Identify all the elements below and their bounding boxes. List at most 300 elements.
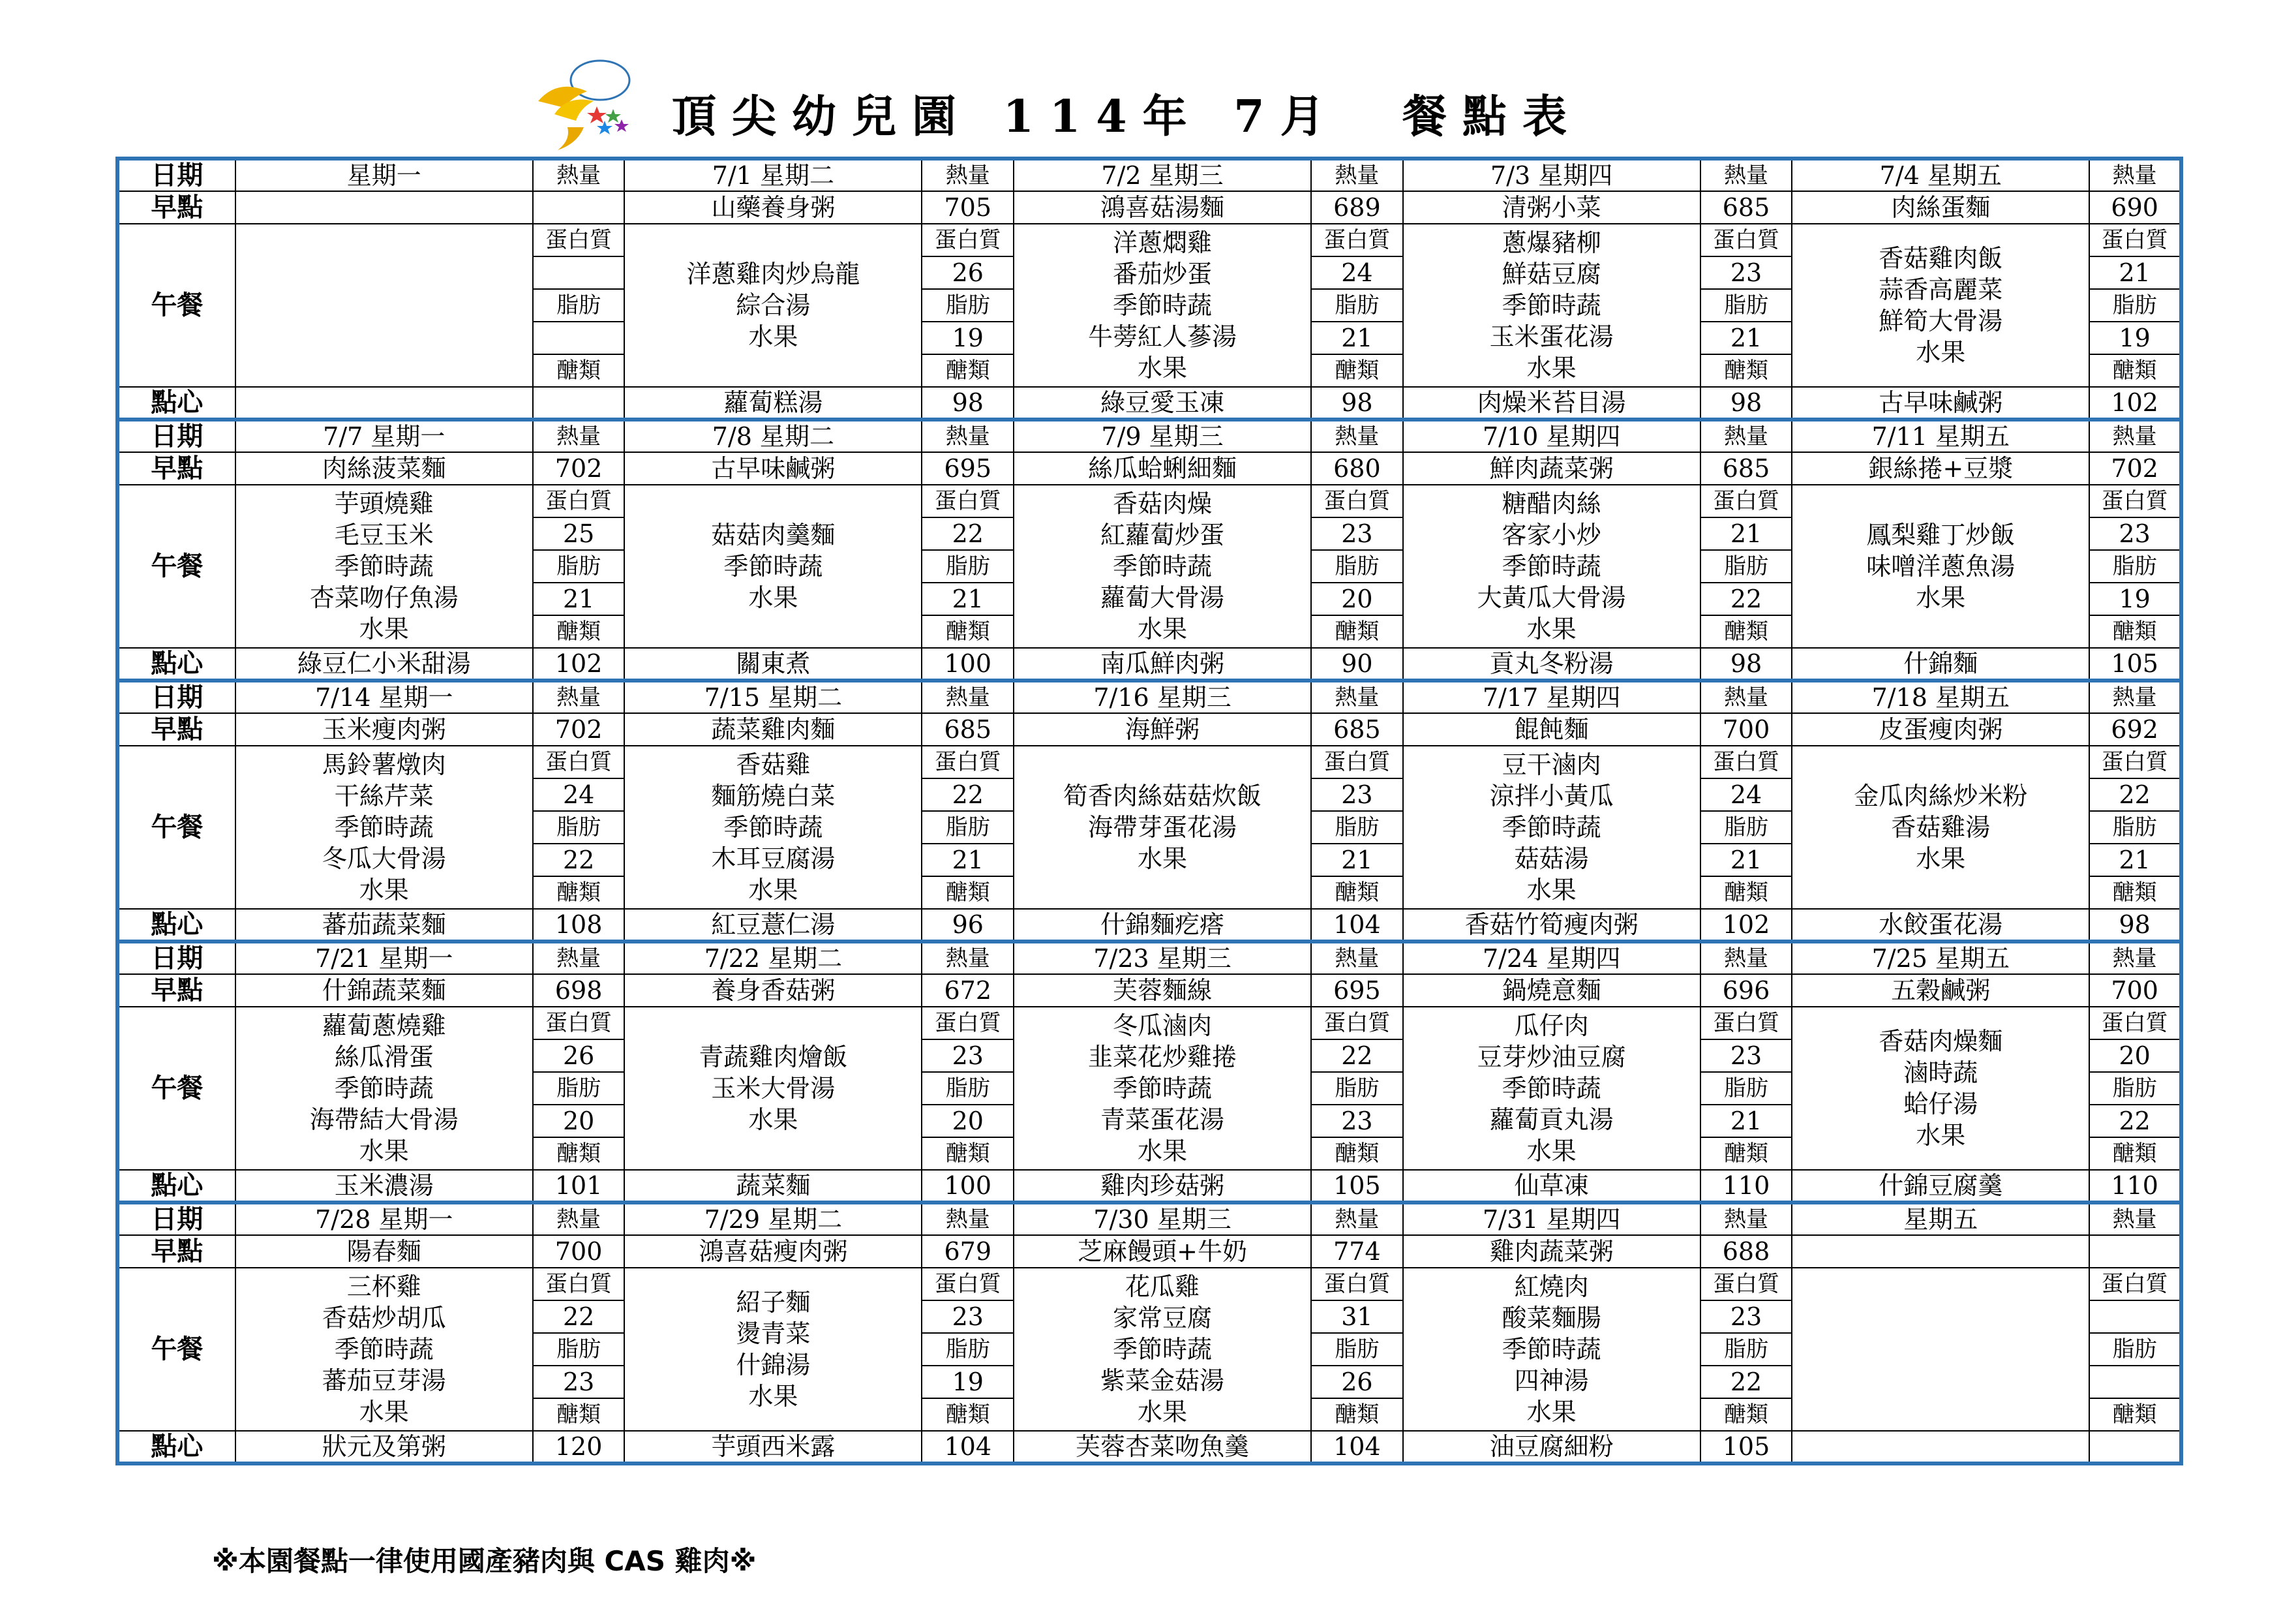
snack-calories: 96: [922, 909, 1014, 942]
breakfast-item: 鴻喜菇瘦肉粥: [624, 1235, 922, 1268]
lunch-items: [1403, 224, 1700, 387]
fat-value: 21: [1700, 322, 1792, 354]
breakfast-item: [235, 191, 533, 224]
lunch-item: 紹子麵: [736, 1288, 811, 1317]
lunch-item: 洋蔥燜雞: [1113, 228, 1213, 257]
lunch-item: 絲瓜滑蛋: [334, 1043, 434, 1071]
fat-label: 脂肪: [2089, 1072, 2181, 1105]
snack-calories: 98: [922, 387, 1014, 420]
fat-value: 22: [1700, 583, 1792, 615]
carbs-label: 醣類: [2089, 615, 2181, 648]
protein-label: 蛋白質: [1311, 224, 1403, 256]
day-date: 星期五: [1792, 1203, 2089, 1235]
lunch-item: 紫菜金菇湯: [1100, 1366, 1225, 1395]
snack-calories: 98: [1311, 387, 1403, 420]
day-date: 7/15 星期二: [624, 681, 922, 713]
calories-header: 熱量: [922, 420, 1014, 452]
breakfast-item: 古早味鹹粥: [624, 452, 922, 485]
protein-label: 蛋白質: [1311, 485, 1403, 517]
protein-label: 蛋白質: [922, 1007, 1014, 1039]
fat-value: 21: [1311, 844, 1403, 876]
lunch-item: 水果: [359, 876, 409, 904]
carbs-label: 醣類: [2089, 354, 2181, 387]
breakfast-item: 玉米瘦肉粥: [235, 713, 533, 746]
lunch-items: [1792, 746, 2089, 909]
fat-value: 19: [922, 1366, 1014, 1398]
lunch-item: 香菇肉燥麵: [1879, 1027, 2003, 1056]
calories-header: 熱量: [922, 681, 1014, 713]
fat-value: 22: [1700, 1366, 1792, 1398]
snack-calories: 102: [533, 648, 625, 681]
breakfast-item: 芝麻饅頭+牛奶: [1014, 1235, 1311, 1268]
lunch-items: [1014, 224, 1311, 387]
calories-header: 熱量: [1311, 159, 1403, 191]
fat-label: 脂肪: [1311, 289, 1403, 322]
row-label-breakfast: 早點: [117, 191, 235, 224]
lunch-item: 紅蘿蔔炒蛋: [1100, 521, 1225, 549]
lunch-item: 季節時蔬: [334, 1335, 434, 1364]
row-label-lunch: 午餐: [117, 485, 235, 648]
lunch-item: 香菇雞肉飯: [1879, 244, 2003, 273]
lunch-item: 季節時蔬: [1502, 552, 1601, 581]
carbs-label: 醣類: [533, 1398, 625, 1431]
date-row: [117, 159, 2181, 191]
snack-item: 蔬菜麵: [624, 1170, 922, 1203]
breakfast-item: 銀絲捲+豆漿: [1792, 452, 2089, 485]
snack-item: 香菇竹筍瘦肉粥: [1403, 909, 1700, 942]
snack-item: 芙蓉杏菜吻魚羹: [1014, 1431, 1311, 1463]
snack-item: 貢丸冬粉湯: [1403, 648, 1700, 681]
snack-calories: 120: [533, 1431, 625, 1463]
protein-value: 26: [922, 256, 1014, 289]
fat-value: [533, 322, 625, 354]
protein-label: 蛋白質: [533, 224, 625, 256]
lunch-item: 水果: [1526, 615, 1577, 643]
protein-value: 21: [1700, 517, 1792, 550]
calories-header: 熱量: [533, 681, 625, 713]
fat-label: 脂肪: [922, 550, 1014, 583]
snack-item: 綠豆仁小米甜湯: [235, 648, 533, 681]
snack-calories: 90: [1311, 648, 1403, 681]
breakfast-calories: 702: [2089, 452, 2181, 485]
lunch-item: 水果: [1138, 354, 1188, 382]
lunch-items: [624, 746, 922, 909]
calories-header: 熱量: [533, 942, 625, 974]
lunch-item: 季節時蔬: [723, 813, 823, 842]
fat-label: 脂肪: [1700, 289, 1792, 322]
lunch-item: 什錦湯: [736, 1351, 811, 1379]
lunch-item: 季節時蔬: [1113, 1335, 1213, 1364]
lunch-item: 水果: [1526, 1398, 1577, 1426]
snack-calories: 110: [1700, 1170, 1792, 1203]
carbs-label: 醣類: [1700, 876, 1792, 909]
lunch-items: [624, 224, 922, 387]
breakfast-item: 雞肉蔬菜粥: [1403, 1235, 1700, 1268]
lunch-item: 冬瓜大骨湯: [322, 844, 446, 873]
lunch-item: 牛蒡紅人蔘湯: [1088, 322, 1237, 351]
snack-row: [117, 909, 2181, 942]
calories-header: 熱量: [533, 420, 625, 452]
date-row: [117, 942, 2181, 974]
snack-item: 蘿蔔糕湯: [624, 387, 922, 420]
calories-header: 熱量: [1311, 1203, 1403, 1235]
lunch-item: 大黃瓜大骨湯: [1477, 583, 1626, 612]
breakfast-calories: 698: [533, 974, 625, 1007]
snack-calories: 104: [1311, 1431, 1403, 1463]
lunch-item: 四神湯: [1514, 1366, 1589, 1395]
snack-calories: 110: [2089, 1170, 2181, 1203]
lunch-item: 水果: [1916, 338, 1966, 367]
fat-value: 21: [1700, 1105, 1792, 1137]
protein-value: 22: [533, 1300, 625, 1333]
breakfast-calories: 695: [922, 452, 1014, 485]
page-title: 頂尖幼兒園 114年 7月 餐點表: [672, 91, 1582, 143]
lunch-item: 水果: [1138, 844, 1188, 873]
protein-label: 蛋白質: [1700, 746, 1792, 778]
snack-item: 什錦麵: [1792, 648, 2089, 681]
day-date: 7/10 星期四: [1403, 420, 1700, 452]
snack-item: 仙草凍: [1403, 1170, 1700, 1203]
fat-value: 21: [1700, 844, 1792, 876]
day-date: 7/1 星期二: [624, 159, 922, 191]
fat-label: 脂肪: [533, 1333, 625, 1366]
lunch-item: 綜合湯: [736, 291, 811, 320]
fat-label: 脂肪: [2089, 1333, 2181, 1366]
lunch-items: [235, 485, 533, 648]
protein-value: 23: [2089, 517, 2181, 550]
breakfast-calories: [533, 191, 625, 224]
snack-calories: 98: [2089, 909, 2181, 942]
protein-label: 蛋白質: [1700, 485, 1792, 517]
lunch-item: 杏菜吻仔魚湯: [309, 583, 459, 612]
lunch-items: [235, 1007, 533, 1170]
breakfast-row: [117, 1235, 2181, 1268]
protein-value: 23: [1311, 517, 1403, 550]
lunch-item: 玉米大骨湯: [711, 1074, 836, 1103]
day-date: 7/11 星期五: [1792, 420, 2089, 452]
protein-label: 蛋白質: [2089, 224, 2181, 256]
protein-value: 22: [922, 517, 1014, 550]
protein-value: 24: [533, 778, 625, 811]
carbs-label: 醣類: [1700, 615, 1792, 648]
breakfast-row: [117, 191, 2181, 224]
lunch-item: 味噌洋蔥魚湯: [1866, 552, 2016, 581]
breakfast-calories: 685: [1700, 191, 1792, 224]
lunch-items: [1792, 1268, 2089, 1431]
fat-value: 20: [533, 1105, 625, 1137]
breakfast-item: 海鮮粥: [1014, 713, 1311, 746]
lunch-row: [117, 224, 2181, 256]
breakfast-item: 鮮肉蔬菜粥: [1403, 452, 1700, 485]
row-label-date: 日期: [117, 159, 235, 191]
lunch-item: 冬瓜滷肉: [1113, 1011, 1213, 1040]
snack-calories: 105: [1311, 1170, 1403, 1203]
calories-header: 熱量: [2089, 1203, 2181, 1235]
lunch-item: 水果: [748, 876, 798, 904]
carbs-label: 醣類: [922, 1137, 1014, 1170]
calories-header: 熱量: [922, 942, 1014, 974]
lunch-item: 季節時蔬: [1502, 1335, 1601, 1364]
lunch-item: 季節時蔬: [334, 813, 434, 842]
breakfast-item: 餛飩麵: [1403, 713, 1700, 746]
day-date: 7/23 星期三: [1014, 942, 1311, 974]
carbs-label: 醣類: [922, 1398, 1014, 1431]
protein-value: 23: [922, 1039, 1014, 1072]
carbs-label: 醣類: [1700, 1398, 1792, 1431]
snack-calories: 104: [922, 1431, 1014, 1463]
lunch-items: [624, 1268, 922, 1431]
carbs-label: 醣類: [1700, 1137, 1792, 1170]
snack-item: [1792, 1431, 2089, 1463]
fat-label: 脂肪: [1700, 1333, 1792, 1366]
lunch-item: 滷時蔬: [1903, 1058, 1978, 1087]
lunch-item: 季節時蔬: [1113, 552, 1213, 581]
lunch-items: [1792, 224, 2089, 387]
calories-header: 熱量: [2089, 159, 2181, 191]
breakfast-calories: 705: [922, 191, 1014, 224]
day-date: 7/31 星期四: [1403, 1203, 1700, 1235]
calories-header: 熱量: [2089, 942, 2181, 974]
calories-header: 熱量: [533, 159, 625, 191]
lunch-item: 蘿蔔大骨湯: [1100, 583, 1225, 612]
calories-header: 熱量: [1700, 942, 1792, 974]
calories-header: 熱量: [1700, 681, 1792, 713]
protein-value: 22: [1311, 1039, 1403, 1072]
carbs-label: 醣類: [1311, 876, 1403, 909]
calories-header: 熱量: [922, 1203, 1014, 1235]
lunch-item: 酸菜麵腸: [1502, 1304, 1601, 1332]
lunch-item: 鮮筍大骨湯: [1879, 307, 2003, 335]
calories-header: 熱量: [1311, 420, 1403, 452]
lunch-item: 季節時蔬: [1113, 291, 1213, 320]
breakfast-item: 鍋燒意麵: [1403, 974, 1700, 1007]
snack-calories: 98: [1700, 387, 1792, 420]
lunch-item: 季節時蔬: [1502, 1074, 1601, 1103]
snack-item: 南瓜鮮肉粥: [1014, 648, 1311, 681]
breakfast-calories: 695: [1311, 974, 1403, 1007]
snack-calories: 100: [922, 648, 1014, 681]
snack-item: 芋頭西米露: [624, 1431, 922, 1463]
lunch-item: 水果: [748, 583, 798, 612]
snack-item: 關東煮: [624, 648, 922, 681]
lunch-item: 香菇肉燥: [1113, 489, 1213, 518]
lunch-items: [1403, 1007, 1700, 1170]
carbs-label: 醣類: [1311, 615, 1403, 648]
protein-value: 26: [533, 1039, 625, 1072]
lunch-row: [117, 1007, 2181, 1039]
snack-calories: 105: [2089, 648, 2181, 681]
breakfast-calories: 680: [1311, 452, 1403, 485]
breakfast-calories: 700: [2089, 974, 2181, 1007]
snack-item: 紅豆薏仁湯: [624, 909, 922, 942]
lunch-items: [1792, 1007, 2089, 1170]
protein-value: 31: [1311, 1300, 1403, 1333]
fat-value: 19: [2089, 322, 2181, 354]
lunch-item: 青蔬雞肉燴飯: [699, 1043, 848, 1071]
lunch-items: [1403, 746, 1700, 909]
breakfast-row: [117, 974, 2181, 1007]
lunch-items: [1014, 1007, 1311, 1170]
day-date: 7/29 星期二: [624, 1203, 922, 1235]
day-date: 7/3 星期四: [1403, 159, 1700, 191]
snack-item: 油豆腐細粉: [1403, 1431, 1700, 1463]
protein-value: 23: [1700, 256, 1792, 289]
snack-calories: 101: [533, 1170, 625, 1203]
carbs-label: 醣類: [922, 615, 1014, 648]
snack-row: [117, 387, 2181, 420]
lunch-item: 蕃茄豆芽湯: [322, 1366, 446, 1395]
protein-value: 23: [1700, 1300, 1792, 1333]
lunch-item: 香菇雞湯: [1891, 813, 1991, 842]
lunch-item: 季節時蔬: [334, 552, 434, 581]
breakfast-calories: 696: [1700, 974, 1792, 1007]
day-date: 7/18 星期五: [1792, 681, 2089, 713]
lunch-items: [1014, 746, 1311, 909]
lunch-item: 涼拌小黃瓜: [1489, 782, 1614, 810]
lunch-item: 香菇雞: [736, 750, 811, 779]
fat-label: 脂肪: [1311, 1072, 1403, 1105]
protein-value: [2089, 1300, 2181, 1333]
breakfast-calories: 774: [1311, 1235, 1403, 1268]
protein-label: 蛋白質: [1311, 746, 1403, 778]
protein-label: 蛋白質: [1700, 1268, 1792, 1300]
day-date: 7/8 星期二: [624, 420, 922, 452]
breakfast-item: 絲瓜蛤蜊細麵: [1014, 452, 1311, 485]
breakfast-item: 芙蓉麵線: [1014, 974, 1311, 1007]
lunch-item: 三杯雞: [346, 1272, 421, 1301]
carbs-label: 醣類: [1700, 354, 1792, 387]
fat-label: 脂肪: [1311, 811, 1403, 844]
fat-label: 脂肪: [1700, 811, 1792, 844]
lunch-item: 季節時蔬: [1502, 813, 1601, 842]
protein-label: 蛋白質: [533, 1268, 625, 1300]
snack-row: [117, 648, 2181, 681]
breakfast-calories: 702: [533, 452, 625, 485]
lunch-item: 家常豆腐: [1113, 1304, 1213, 1332]
fat-label: 脂肪: [2089, 289, 2181, 322]
carbs-label: 醣類: [1311, 354, 1403, 387]
lunch-item: 番茄炒蛋: [1113, 260, 1213, 288]
lunch-item: 客家小炒: [1502, 521, 1601, 549]
day-date: 7/28 星期一: [235, 1203, 533, 1235]
breakfast-item: 什錦蔬菜麵: [235, 974, 533, 1007]
row-label-breakfast: 早點: [117, 713, 235, 746]
lunch-item: 水果: [748, 1105, 798, 1134]
fat-label: 脂肪: [533, 811, 625, 844]
snack-calories: 102: [2089, 387, 2181, 420]
carbs-label: 醣類: [922, 876, 1014, 909]
fat-value: 20: [922, 1105, 1014, 1137]
lunch-item: 水果: [1916, 1121, 1966, 1150]
breakfast-calories: [2089, 1235, 2181, 1268]
carbs-label: 醣類: [533, 615, 625, 648]
row-label-snack: 點心: [117, 387, 235, 420]
lunch-item: 干絲芹菜: [334, 782, 434, 810]
fat-label: 脂肪: [922, 1072, 1014, 1105]
protein-label: 蛋白質: [1700, 224, 1792, 256]
carbs-label: 醣類: [1311, 1137, 1403, 1170]
row-label-lunch: 午餐: [117, 1268, 235, 1431]
calories-header: 熱量: [2089, 420, 2181, 452]
lunch-item: 青菜蛋花湯: [1100, 1105, 1225, 1134]
day-date: 7/21 星期一: [235, 942, 533, 974]
breakfast-item: 五穀鹹粥: [1792, 974, 2089, 1007]
protein-label: 蛋白質: [2089, 746, 2181, 778]
page-header: [0, 46, 2296, 150]
calories-header: 熱量: [1700, 420, 1792, 452]
day-date: 7/9 星期三: [1014, 420, 1311, 452]
protein-value: 24: [1700, 778, 1792, 811]
fat-value: [2089, 1366, 2181, 1398]
calories-header: 熱量: [1311, 681, 1403, 713]
day-date: 7/24 星期四: [1403, 942, 1700, 974]
day-date: 7/25 星期五: [1792, 942, 2089, 974]
snack-item: 什錦豆腐羹: [1792, 1170, 2089, 1203]
calories-header: 熱量: [1700, 159, 1792, 191]
lunch-item: 蘿蔔蔥燒雞: [322, 1011, 446, 1040]
snack-item: 綠豆愛玉凍: [1014, 387, 1311, 420]
lunch-item: 豆芽炒油豆腐: [1477, 1043, 1626, 1071]
calories-header: 熱量: [533, 1203, 625, 1235]
carbs-label: 醣類: [922, 354, 1014, 387]
lunch-row: [117, 485, 2181, 517]
fat-value: 19: [2089, 583, 2181, 615]
snack-calories: 100: [922, 1170, 1014, 1203]
snack-calories: [2089, 1431, 2181, 1463]
lunch-item: 洋蔥雞肉炒烏龍: [686, 260, 860, 288]
lunch-item: 香菇炒胡瓜: [322, 1304, 446, 1332]
lunch-items: [624, 485, 922, 648]
protein-label: 蛋白質: [2089, 485, 2181, 517]
breakfast-item: 山藥養身粥: [624, 191, 922, 224]
lunch-item: 海帶結大骨湯: [309, 1105, 459, 1134]
lunch-item: 菇菇肉羹麵: [711, 521, 836, 549]
lunch-items: [1403, 1268, 1700, 1431]
lunch-items: [235, 746, 533, 909]
fat-label: 脂肪: [533, 289, 625, 322]
carbs-label: 醣類: [1311, 1398, 1403, 1431]
lunch-item: 海帶芽蛋花湯: [1088, 813, 1237, 842]
calories-header: 熱量: [1700, 1203, 1792, 1235]
snack-item: [235, 387, 533, 420]
lunch-item: 馬鈴薯燉肉: [322, 750, 446, 779]
row-label-lunch: 午餐: [117, 746, 235, 909]
calories-header: 熱量: [922, 159, 1014, 191]
row-label-snack: 點心: [117, 909, 235, 942]
lunch-item: 毛豆玉米: [334, 521, 434, 549]
lunch-item: 花瓜雞: [1125, 1272, 1200, 1301]
protein-label: 蛋白質: [533, 1007, 625, 1039]
day-date: 7/16 星期三: [1014, 681, 1311, 713]
calories-header: 熱量: [2089, 681, 2181, 713]
lunch-item: 鳳梨雞丁炒飯: [1866, 521, 2016, 549]
breakfast-calories: 685: [922, 713, 1014, 746]
snack-calories: [533, 387, 625, 420]
fat-value: 22: [533, 844, 625, 876]
snack-row: [117, 1431, 2181, 1463]
lunch-items: [1792, 485, 2089, 648]
protein-value: [533, 256, 625, 289]
lunch-item: 芋頭燒雞: [334, 489, 434, 518]
snack-calories: 104: [1311, 909, 1403, 942]
day-date: 7/30 星期三: [1014, 1203, 1311, 1235]
row-label-snack: 點心: [117, 1431, 235, 1463]
snack-calories: 105: [1700, 1431, 1792, 1463]
breakfast-calories: 690: [2089, 191, 2181, 224]
lunch-item: 水果: [359, 1398, 409, 1426]
protein-label: 蛋白質: [922, 746, 1014, 778]
breakfast-item: 蔬菜雞肉麵: [624, 713, 922, 746]
